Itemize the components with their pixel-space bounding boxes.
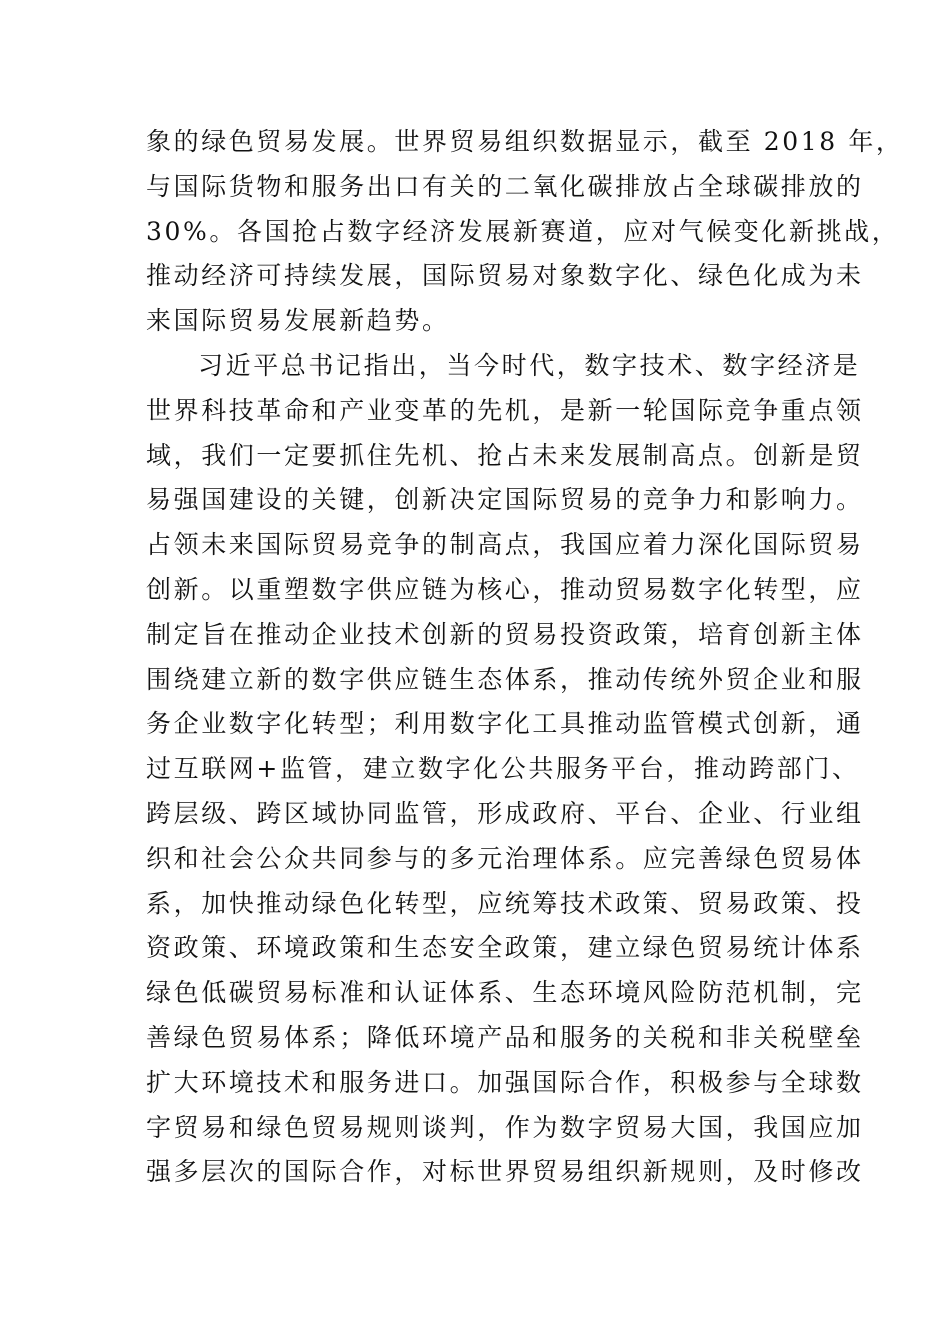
paragraph-1 — [146, 120, 904, 344]
text-line: 来国际贸易发展新趋势。 — [146, 306, 450, 336]
text-line: 过互联网+监管，建立数字化公共服务平台，推动跨部门、 — [146, 754, 860, 784]
text-line: 易强国建设的关键，创新决定国际贸易的竞争力和影响力。 — [146, 485, 864, 515]
text-line: 务企业数字化转型；利用数字化工具推动监管模式创新，通 — [146, 709, 864, 739]
text-line: 善绿色贸易体系；降低环境产品和服务的关税和非关税壁垒 — [146, 1022, 864, 1052]
text-line: 围绕建立新的数字供应链生态体系，推动传统外贸企业和服 — [146, 664, 864, 694]
text-line-first-indented: 习近平总书记指出，当今时代，数字技术、数字经济是 — [198, 350, 861, 380]
text-line: 跨层级、跨区域协同监管，形成政府、平台、企业、行业组 — [146, 798, 864, 828]
text-line: 与国际货物和服务出口有关的二氧化碳排放占全球碳排放的 — [146, 171, 864, 201]
text-line: 强多层次的国际合作，对标世界贸易组织新规则，及时修改 — [146, 1157, 864, 1187]
text-line: 制定旨在推动企业技术创新的贸易投资政策，培育创新主体 — [146, 619, 864, 649]
text-line: 世界科技革命和产业变革的先机，是新一轮国际竞争重点领 — [146, 395, 864, 425]
text-line: 占领未来国际贸易竞争的制高点，我国应着力深化国际贸易 — [146, 530, 864, 560]
text-line: 绿色低碳贸易标准和认证体系、生态环境风险防范机制，完 — [146, 978, 864, 1008]
document-body — [146, 120, 904, 1195]
text-line: 域，我们一定要抓住先机、抢占未来发展制高点。创新是贸 — [146, 440, 864, 470]
text-line: 扩大环境技术和服务进口。加强国际合作，积极参与全球数 — [146, 1067, 864, 1097]
text-line: 资政策、环境政策和生态安全政策，建立绿色贸易统计体系 — [146, 933, 864, 963]
text-line: 创新。以重塑数字供应链为核心，推动贸易数字化转型，应 — [146, 574, 864, 604]
text-line: 30%。各国抢占数字经济发展新赛道，应对气候变化新挑战， — [146, 216, 900, 246]
text-line: 象的绿色贸易发展。世界贸易组织数据显示，截至 2018 年， — [146, 127, 904, 156]
paragraph-2 — [146, 344, 864, 1195]
text-line: 系，加快推动绿色化转型，应统筹技术政策、贸易政策、投 — [146, 888, 864, 918]
text-line: 织和社会公众共同参与的多元治理体系。应完善绿色贸易体 — [146, 843, 864, 873]
text-line: 字贸易和绿色贸易规则谈判，作为数字贸易大国，我国应加 — [146, 1112, 864, 1142]
text-line: 推动经济可持续发展，国际贸易对象数字化、绿色化成为未 — [146, 261, 864, 291]
